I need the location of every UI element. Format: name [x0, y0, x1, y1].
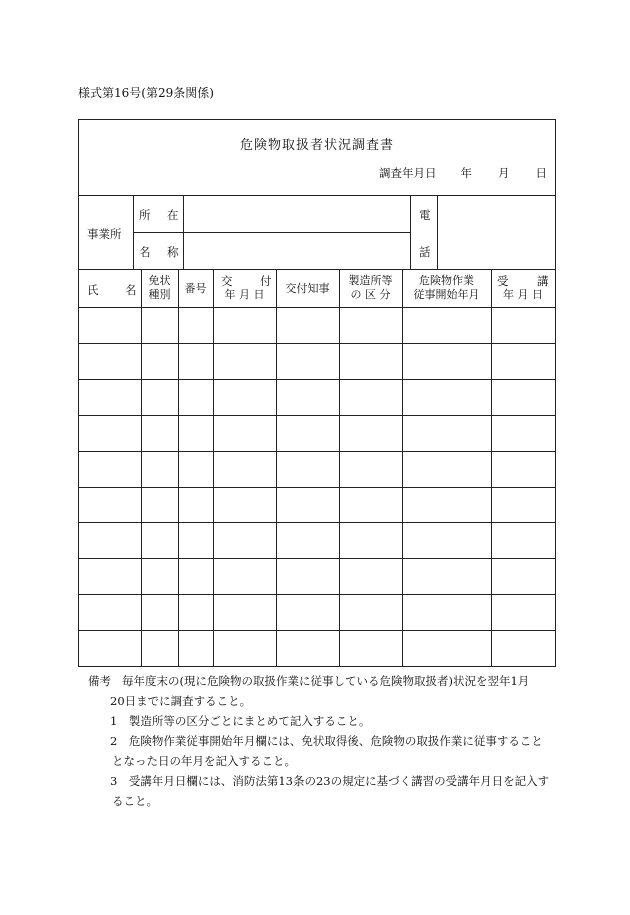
col-header-training-2: 年 月 日: [503, 288, 543, 301]
office-location-label-a: 所: [139, 208, 151, 222]
table-row[interactable]: [79, 307, 555, 343]
survey-day-label: 日: [535, 166, 547, 180]
form-title: 危険物取扱者状況調査書: [239, 138, 394, 153]
table-row[interactable]: [79, 343, 555, 379]
office-name-label-a: 名: [139, 245, 151, 259]
col-header-name-b: 名: [125, 283, 137, 297]
col-header-issue-1a: 交: [221, 274, 233, 288]
office-location-label-b: 在: [167, 208, 179, 222]
col-header-work-start: [402, 274, 491, 302]
table-row[interactable]: [79, 379, 555, 415]
rule-office-mid: [133, 232, 410, 233]
survey-year-label: 年: [460, 166, 472, 180]
col-header-issuer: 交付知事: [285, 282, 330, 295]
survey-form: [78, 119, 556, 667]
rule-office-v4: [437, 195, 438, 269]
notes-item-2-line-2: となった日の年月を記入すること。: [112, 754, 296, 768]
table-row[interactable]: [79, 451, 555, 487]
office-label: 事業所: [87, 227, 122, 241]
rule-header-top: [79, 269, 555, 270]
rule-office-v3: [410, 195, 411, 269]
notes-item-1: 1 製造所等の区分ごとにまとめて記入すること。: [110, 714, 371, 728]
form-number-label: 様式第16号(第29条関係): [78, 86, 214, 100]
col-header-training-1b: 講: [537, 274, 549, 288]
rule-office-top: [79, 195, 555, 196]
table-row[interactable]: [79, 487, 555, 523]
col-header-facility: [339, 274, 402, 302]
col-header-license-type-1: 免状: [148, 274, 171, 287]
col-header-name-a: 氏: [87, 283, 99, 297]
table-row[interactable]: [79, 558, 555, 594]
table-row[interactable]: [79, 415, 555, 451]
notes-item-3-line-2: ること。: [112, 794, 158, 808]
office-phone-label-a: 電: [419, 208, 431, 222]
table-row[interactable]: [79, 594, 555, 630]
col-header-license-type-2: 種別: [148, 288, 171, 301]
notes-intro-2: 20日までに調査すること。: [110, 694, 252, 708]
office-name-label-b: 称: [167, 245, 179, 259]
col-header-number: 番号: [184, 282, 207, 295]
notes-item-2-line-1: 2 危険物作業従事開始年月欄には、免状取得後、危険物の取扱作業に従事すること: [110, 734, 543, 748]
notes-item-3-line-1: 3 受講年月日欄には、消防法第13条の23の規定に基づく講習の受講年月日を記入す: [110, 774, 550, 788]
rule-office-v2: [183, 195, 184, 269]
col-header-work-start-1: 危険物作業: [419, 274, 474, 287]
col-header-issue-2: 年 月 日: [224, 288, 265, 301]
table-row[interactable]: [79, 630, 555, 666]
col-header-work-start-2: 従事開始年月: [413, 288, 480, 301]
col-header-training-1a: 受: [497, 274, 509, 288]
notes-intro-1: 毎年度末の(現に危険物の取扱作業に従事している危険物取扱者)状況を翌年1月: [122, 674, 530, 688]
notes-heading: 備考: [88, 674, 111, 688]
col-header-facility-2: の 区 分: [350, 288, 391, 301]
survey-date-label: 調査年月日: [379, 166, 437, 180]
survey-month-label: 月: [498, 166, 510, 180]
survey-date-line: [379, 165, 547, 181]
rule-office-v1: [133, 195, 134, 269]
col-header-facility-1: 製造所等: [348, 274, 393, 287]
col-header-issue-1b: 付: [260, 274, 272, 288]
office-phone-label-b: 話: [419, 245, 431, 259]
col-header-license-type: [141, 274, 178, 302]
table-row[interactable]: [79, 522, 555, 558]
